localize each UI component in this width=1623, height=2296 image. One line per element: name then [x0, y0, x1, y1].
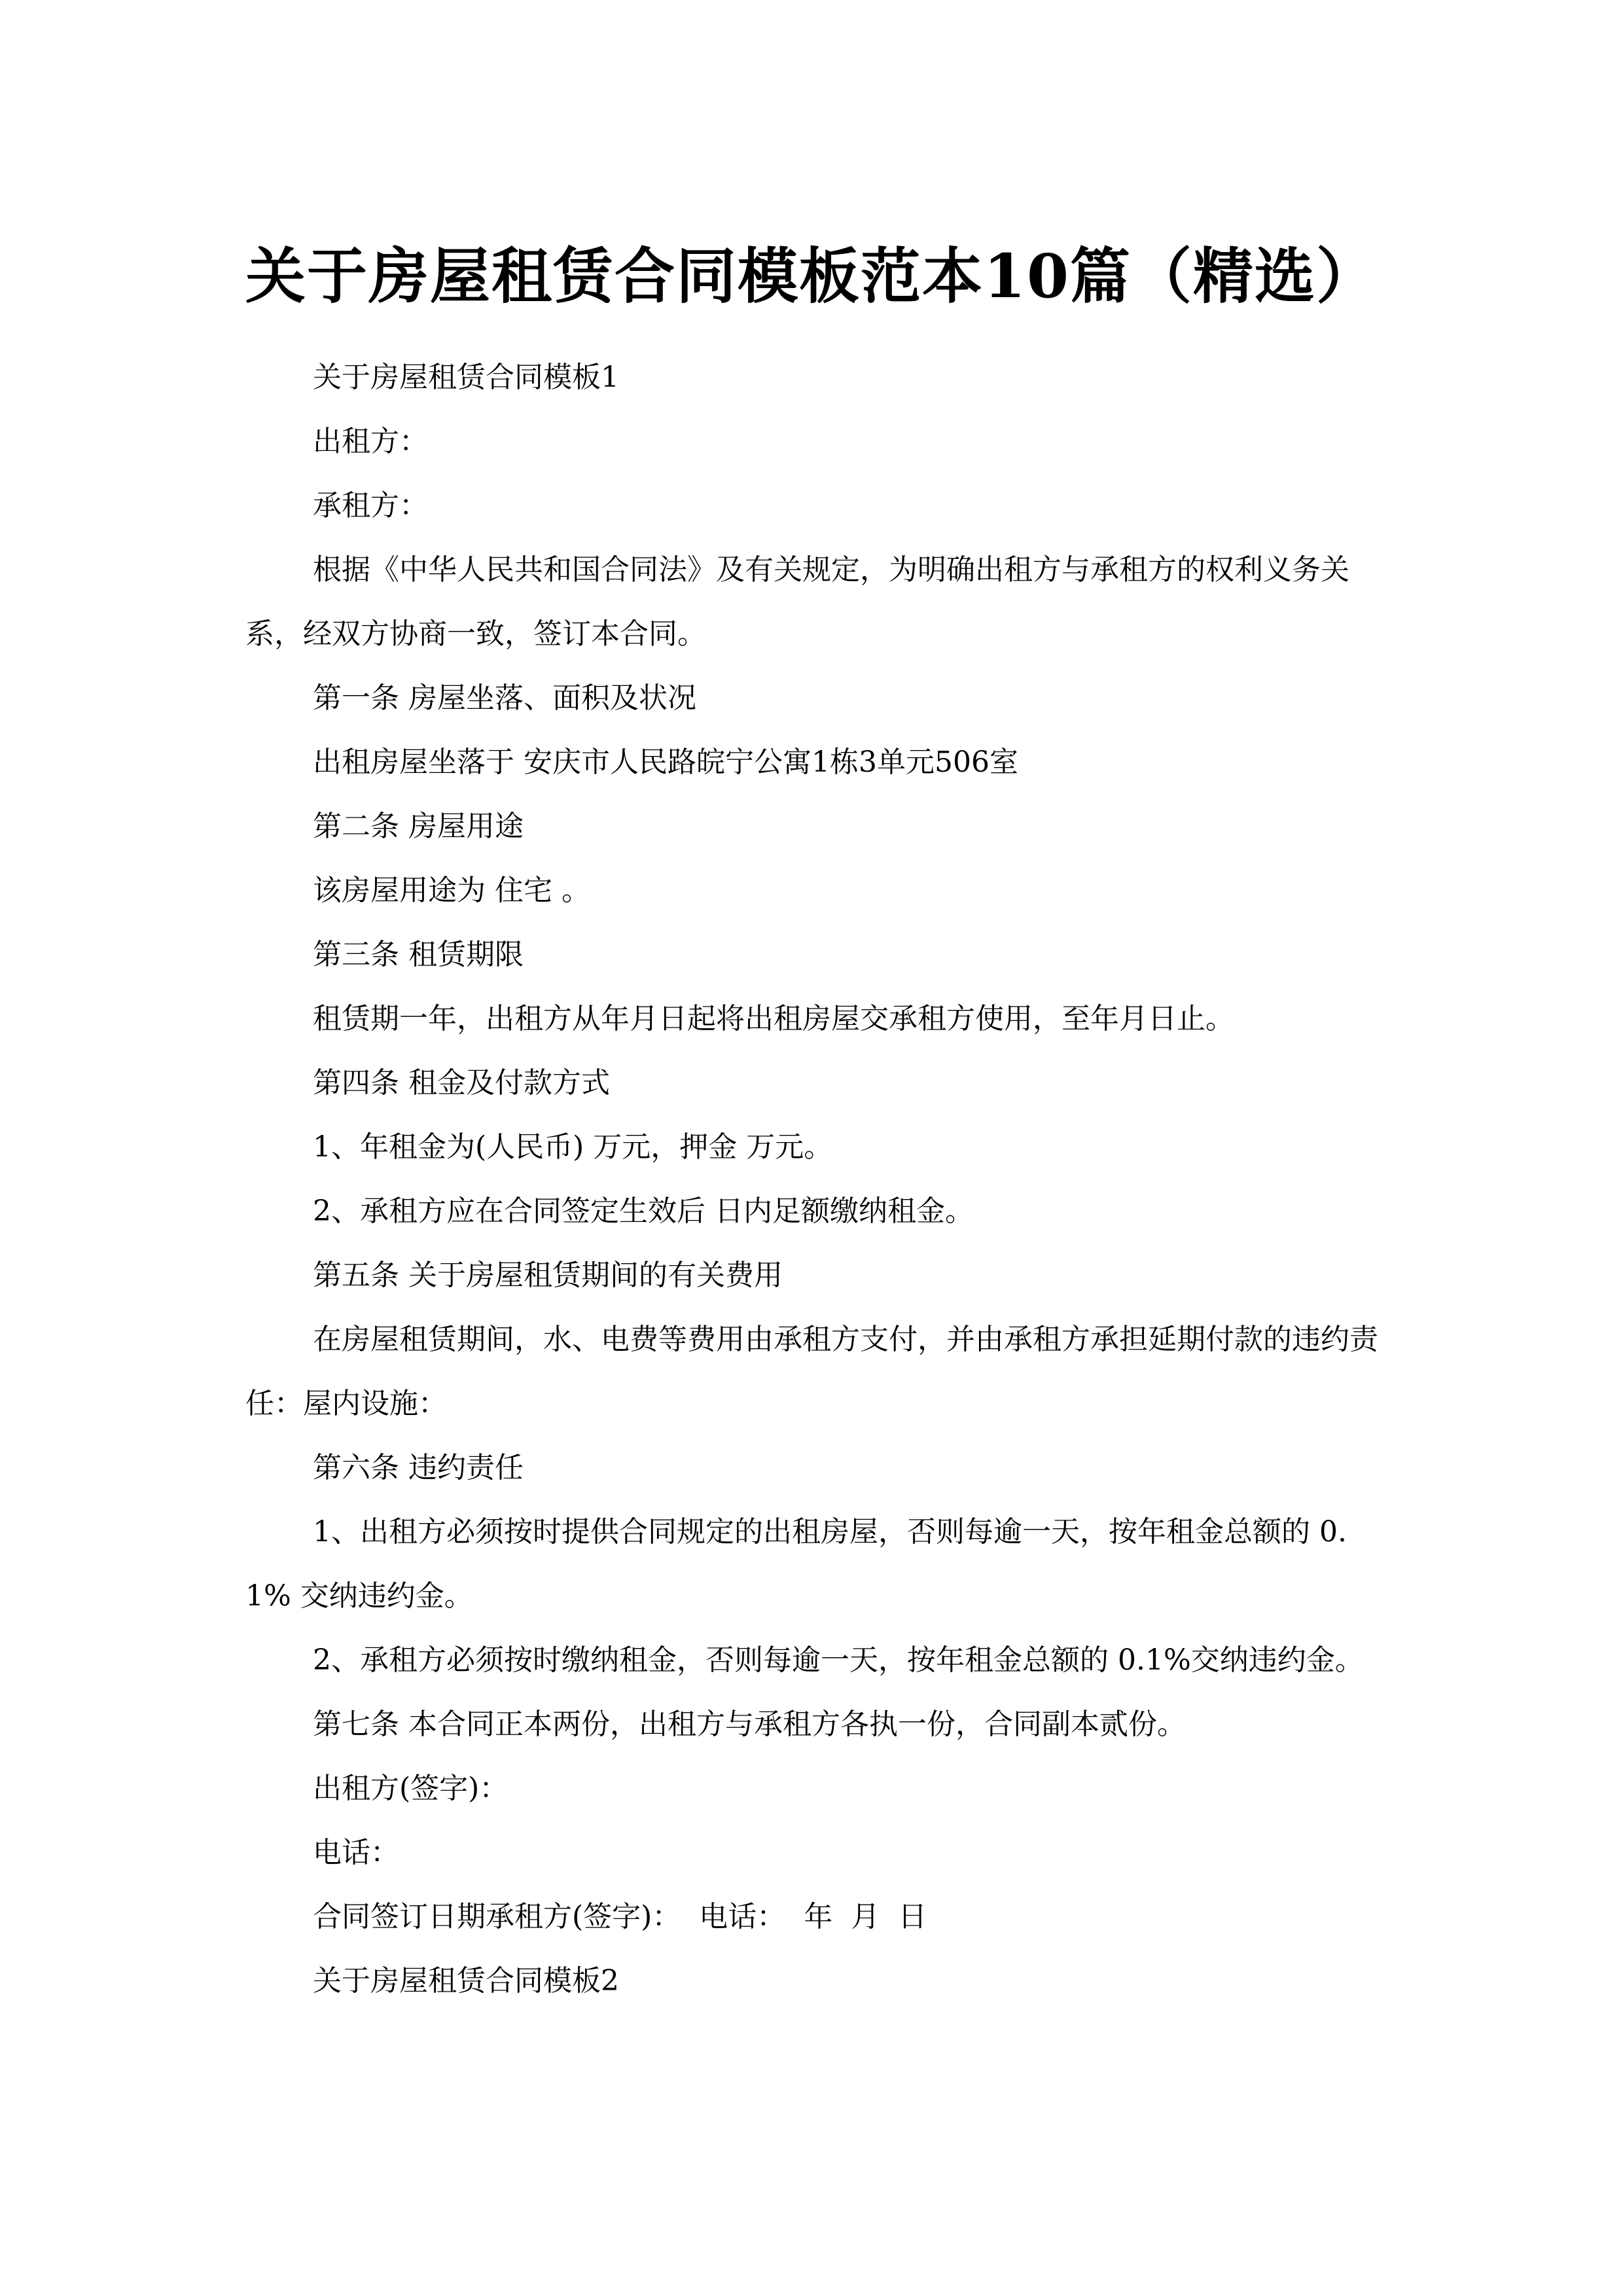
property-location: 出租房屋坐落于 安庆市人民路皖宁公寓1栋3单元506室 — [313, 745, 1018, 779]
rent-clause-2: 2、承租方应在合同签定生效后 日内足额缴纳租金。 — [313, 1194, 974, 1228]
breach-clause-1: 1、出租方必须按时提供合同规定的出租房屋，否则每逾一天，按年租金总额的 0.1% 交纳违约金。 — [245, 1515, 1347, 1613]
section-heading-1: 关于房屋租赁合同模板1 — [313, 361, 619, 394]
lessor-label: 出租方： — [313, 425, 428, 458]
section-heading-2: 关于房屋租赁合同模板2 — [313, 1964, 619, 1998]
lessor-signature-field: 出租方(签字)： — [313, 1772, 508, 1805]
page-title: 关于房屋租赁合同模板范本10篇（精选） — [245, 240, 1378, 312]
phone-field: 电话： — [313, 1836, 399, 1869]
article-2-heading: 第二条 房屋用途 — [313, 810, 524, 843]
article-7-heading: 第七条 本合同正本两份，出租方与承租方各执一份，合同副本贰份。 — [313, 1708, 1186, 1741]
breach-clause-2: 2、承租方必须按时缴纳租金，否则每逾一天，按年租金总额的 0.1%交纳违约金。 — [313, 1643, 1364, 1677]
article-3-heading: 第三条 租赁期限 — [313, 938, 524, 971]
lessee-label: 承租方： — [313, 489, 428, 522]
document-body — [245, 346, 1384, 2013]
article-4-heading: 第四条 租金及付款方式 — [313, 1066, 610, 1100]
rent-clause-1: 1、年租金为(人民币) 万元，押金 万元。 — [313, 1130, 833, 1164]
article-5-heading: 第五条 关于房屋租赁期间的有关费用 — [313, 1259, 783, 1292]
preamble-paragraph: 根据《中华人民共和国合同法》及有关规定，为明确出租方与承租方的权利义务关系，经双方协商一致，签订本合同。 — [245, 553, 1349, 651]
article-1-heading: 第一条 房屋坐落、面积及状况 — [313, 681, 696, 715]
property-use: 该房屋用途为 住宅 。 — [313, 874, 590, 907]
article-6-heading: 第六条 违约责任 — [313, 1451, 524, 1484]
signing-date-field: 合同签订日期承租方(签字)： 电话： 年 月 日 — [313, 1900, 927, 1933]
fees-paragraph: 在房屋租赁期间，水、电费等费用由承租方支付，并由承租方承担延期付款的违约责任：屋内设施： — [245, 1323, 1378, 1420]
lease-term: 租赁期一年，出租方从年月日起将出租房屋交承租方使用，至年月日止。 — [313, 1002, 1234, 1035]
